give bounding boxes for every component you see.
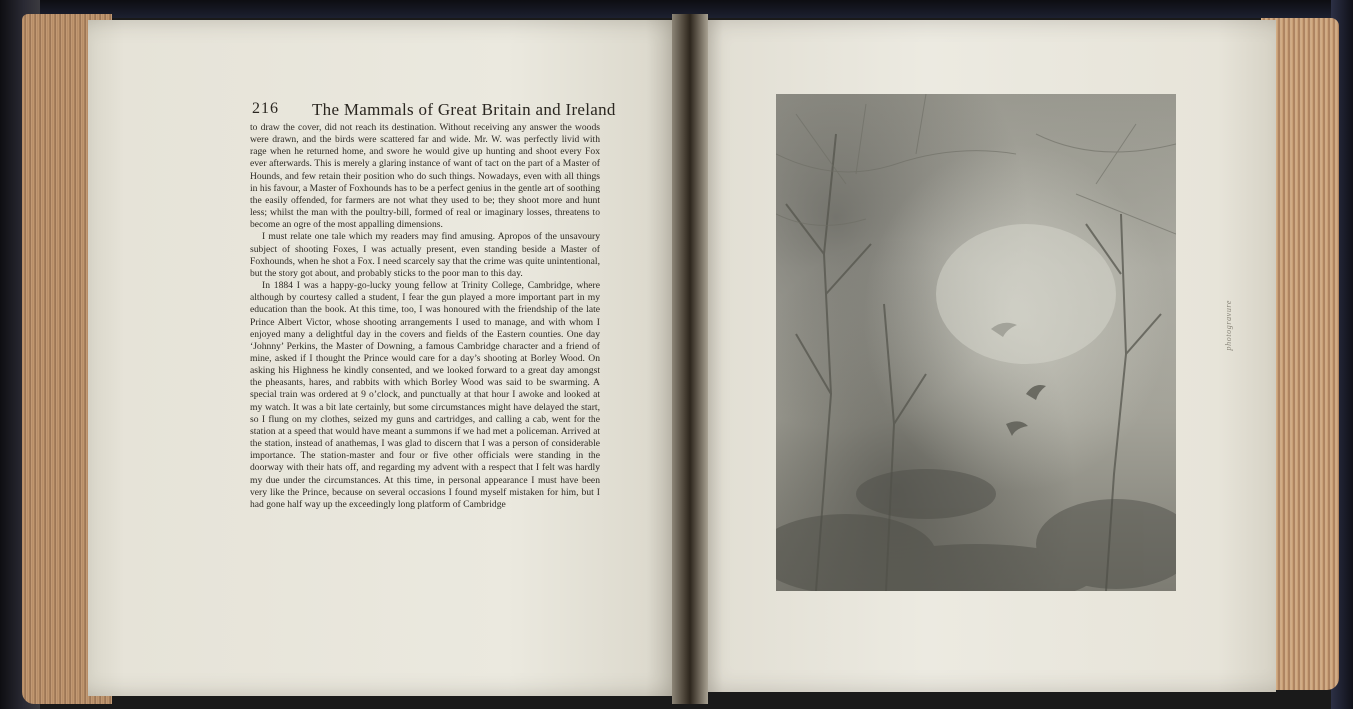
illustration-plate — [776, 94, 1176, 591]
paragraph: I must relate one tale which my readers may find amusing. Apropos of the unsavoury subject of shooting Foxes, I was actually present, even standing beside a Master of Foxhounds, when he shot a Fox. I need scarcely say that the crime was quite unintentional, but the story got about, and probably sticks to the poor man to this day. — [250, 231, 600, 279]
plate-caption: photogravure — [1224, 300, 1233, 351]
running-head — [160, 100, 680, 122]
paragraph: to draw the cover, did not reach its destination. Without receiving any answer the woods were drawn, and the birds were scattered far and wide. Mr. W. was perfectly livid with rage when he returned home, and swore he would give up hunting and shoot every Fox ever afterwards. This is merely a glaring instance of want of tact on the part of a Master of Hounds, and few retain their position who do such things. Nowadays, even with all things in his favour, a Master of Foxhounds has to be a perfect genius in the gentle art of soothing the easily offended, for farmers are not what they used to be; they shoot more and hunt less; whilst the man with the poultry-bill, formed of real or imaginary losses, threatens to become an ogre of the most appalling dimensions. — [250, 122, 600, 231]
page-number: 216 — [252, 100, 279, 117]
paragraph: In 1884 I was a happy-go-lucky young fellow at Trinity College, Cambridge, where although by courtesy called a student, I fear the gun played a more important part in my education than the book. At this time, too, I was honoured with the friendship of the late Prince Albert Victor, whose shooting arrangements I used to manage, and with whom I enjoyed many a delightful day in the covers and fields of the Eastern counties. One day ‘Johnny’ Perkins, the Master of Downing, a famous Cambridge character and a friend of mine, asked if I thought the Prince would care for a day’s shooting at Borley Wood. On asking his Highness he kindly consented, and we looked forward to a great day amongst the pheasants, hares, and rabbits with which Borley Wood was said to be swarming. A special train was ordered at 9 o’clock, and punctually at that hour I awoke and looked at my watch. It was a bit late certainly, but some circumstances might have delayed the start, so I flung on my clothes, seized my guns and cartridges, and calling a cab, went for the station at a speed that would have meant a summons if we had met a policeman. Arrived at the station, instead of anathemas, I was glad to discern that I was a person of considerable importance. The station-master and four or five other officials were standing in the doorway with their hats off, and regarding my advent with a respect that I felt was hardly my due under the circumstances. At this time, in personal appearance I must have been very like the Prince, because on several occasions I found myself mistaken for him, but I had gone half way up the exceedingly long platform of Cambridge — [250, 280, 600, 510]
body-text — [250, 122, 600, 511]
woodland-scene-image — [776, 94, 1176, 591]
running-head-title: The Mammals of Great Britain and Ireland — [312, 100, 616, 119]
